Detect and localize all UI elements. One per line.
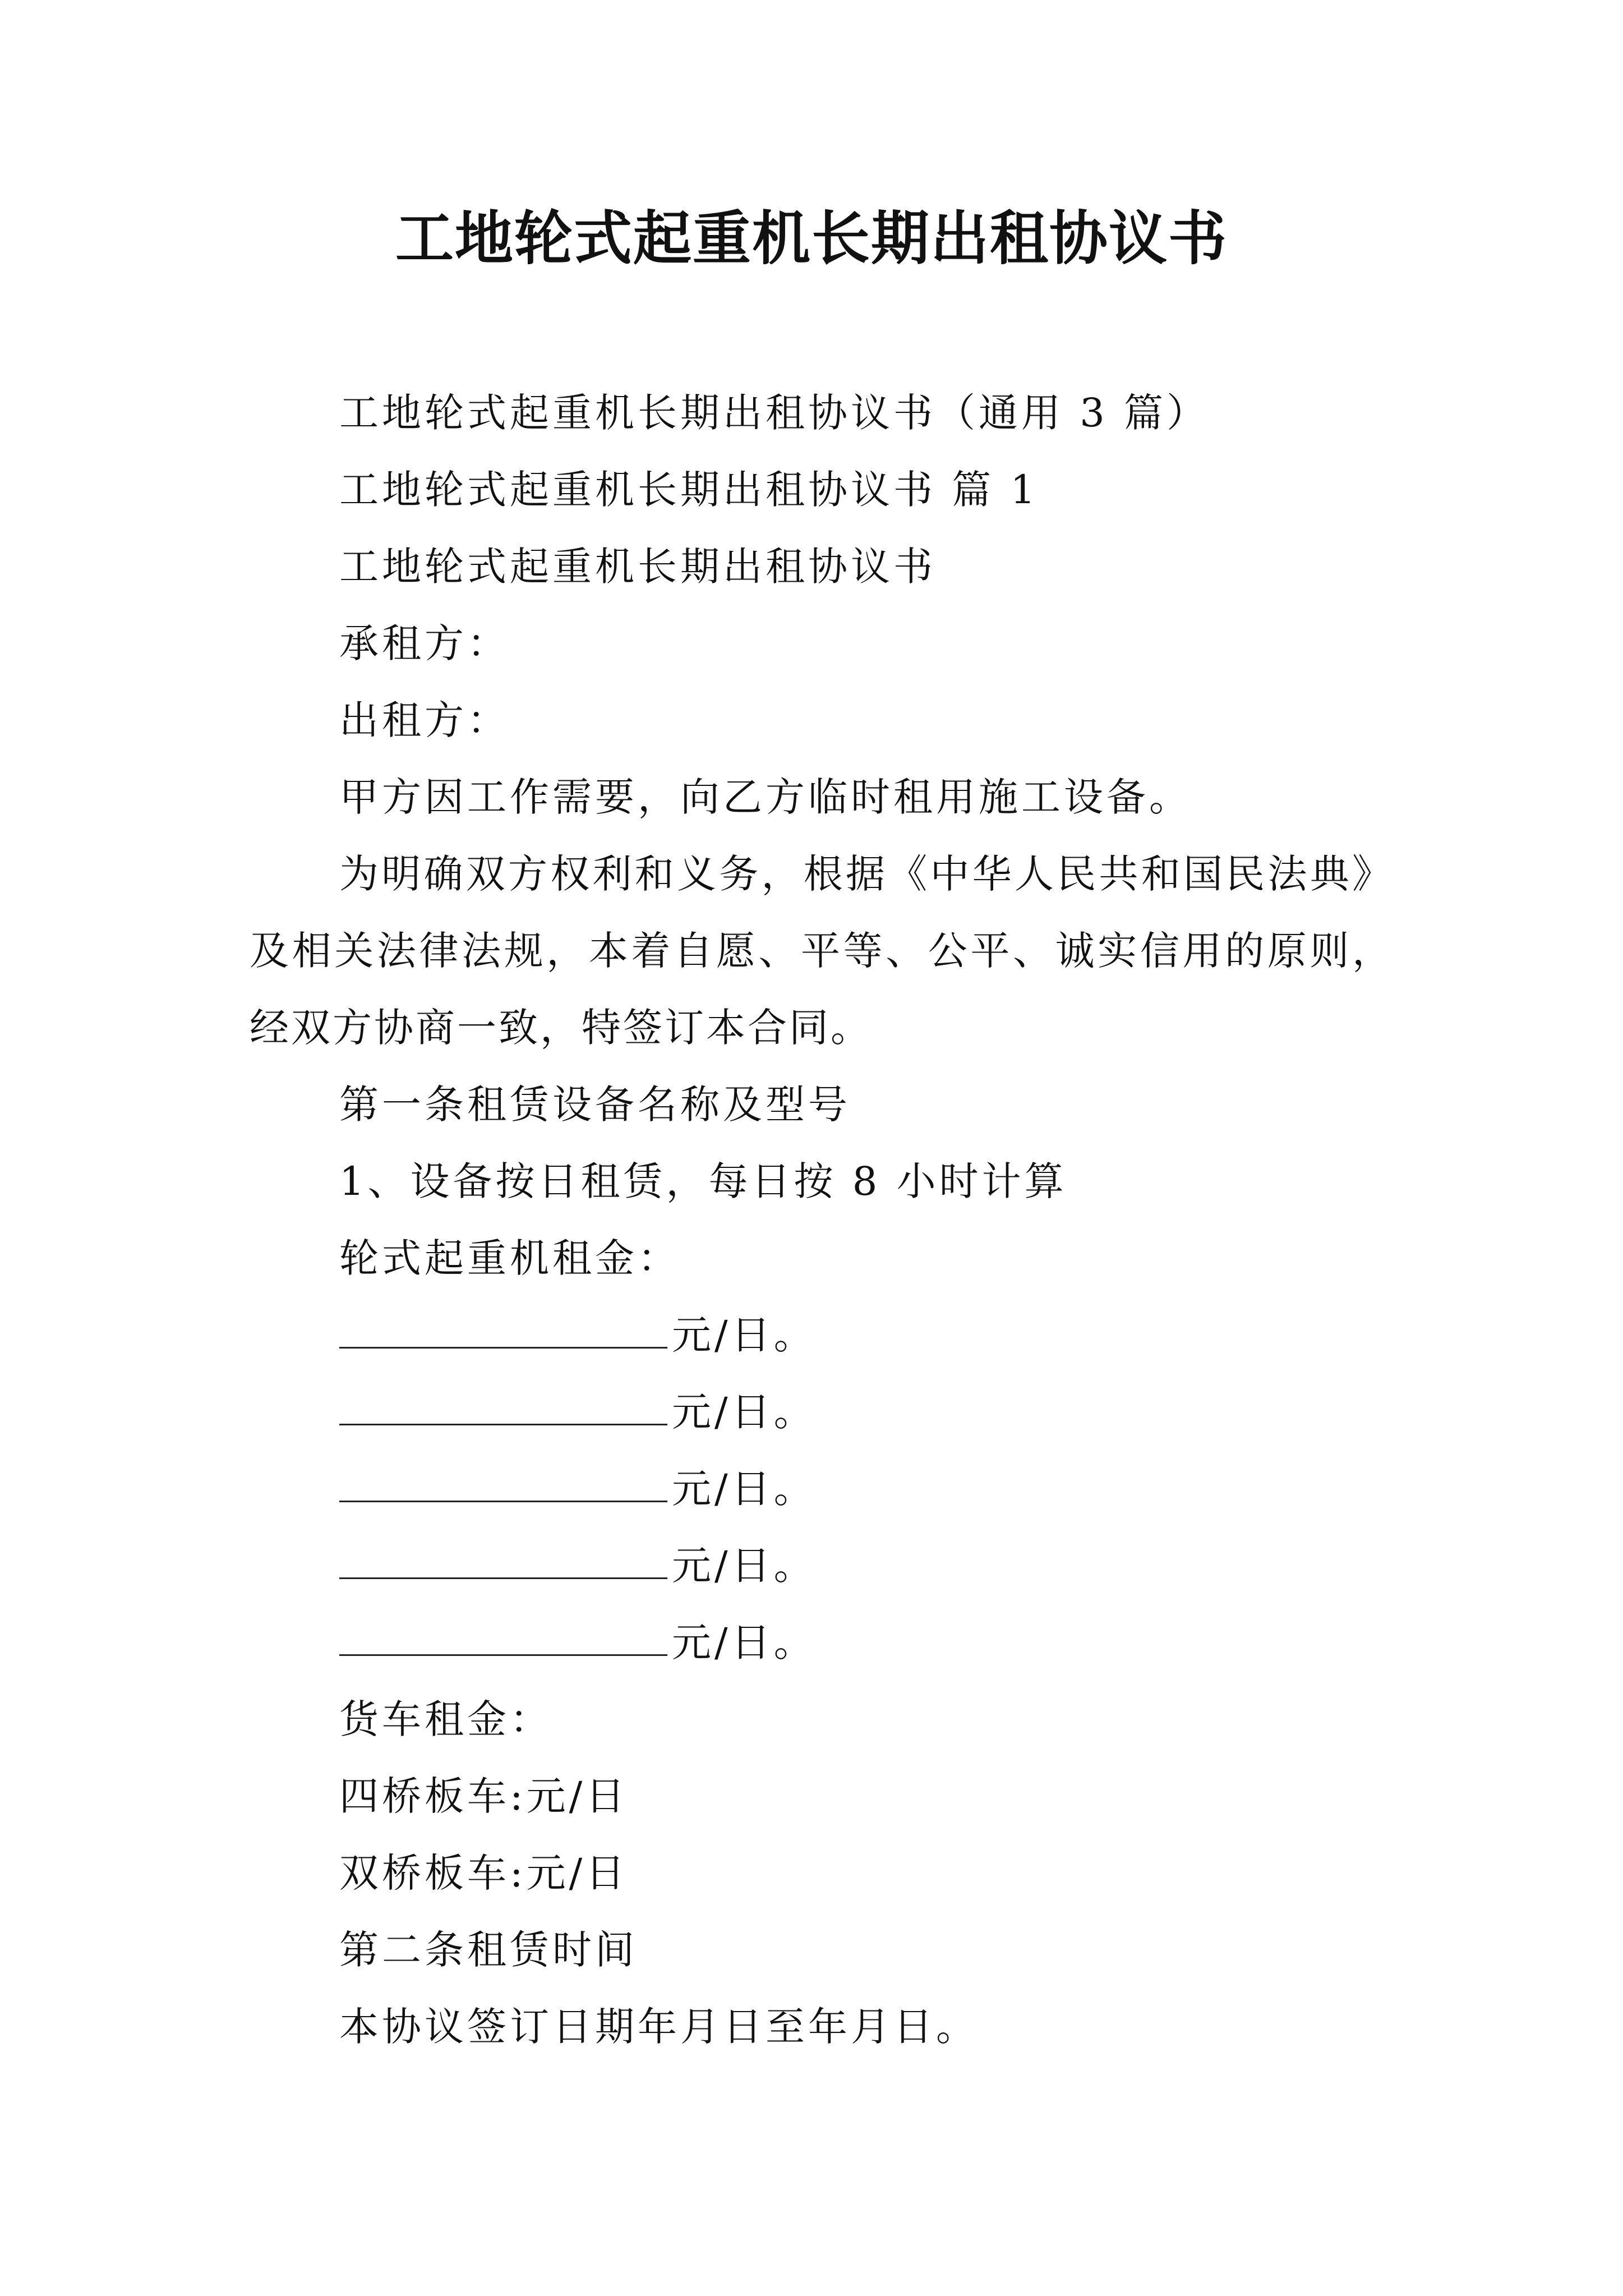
- rate-unit: 元/日。: [672, 1389, 817, 1435]
- rate-unit: 元/日。: [672, 1543, 817, 1589]
- paragraph-multiline: 为明确双方权利和义务，根据《中华人民共和国民法典》及相关法律法规，本着自愿、平等、公平、诚实信用的原则，经双方协商一致，特签订本合同。: [250, 851, 1394, 1051]
- rate-line: [250, 1527, 1394, 1604]
- document-body: [250, 375, 1394, 2065]
- rate-unit: 元/日。: [672, 1466, 817, 1512]
- fill-in-blank[interactable]: [339, 1389, 667, 1425]
- rate-unit: 元/日。: [672, 1312, 817, 1358]
- paragraph: 出租方：: [339, 697, 510, 743]
- fill-in-blank[interactable]: [339, 1619, 667, 1656]
- rate-line: [250, 1374, 1394, 1451]
- paragraph: 第二条租赁时间: [339, 1927, 638, 1973]
- paragraph: 双桥板车:元/日: [339, 1850, 629, 1896]
- paragraph: 甲方因工作需要，向乙方临时租用施工设备。: [339, 774, 1192, 820]
- paragraph: 1、设备按日租赁，每日按 8 小时计算: [339, 1158, 1067, 1204]
- rate-line: [250, 1451, 1394, 1527]
- rate-line: [250, 1297, 1394, 1374]
- paragraph: 四桥板车:元/日: [339, 1773, 629, 1819]
- rate-line: [250, 1604, 1394, 1681]
- document-title: 工地轮式起重机长期出租协议书: [395, 204, 1228, 273]
- fill-in-blank[interactable]: [339, 1466, 667, 1502]
- paragraph: 工地轮式起重机长期出租协议书: [339, 544, 936, 590]
- fill-in-blank[interactable]: [339, 1312, 667, 1349]
- fill-in-blank[interactable]: [339, 1543, 667, 1579]
- paragraph: 本协议签订日期年月日至年月日。: [339, 2004, 979, 2050]
- rate-unit: 元/日。: [672, 1619, 817, 1665]
- paragraph: 货车租金：: [339, 1696, 552, 1742]
- paragraph: 工地轮式起重机长期出租协议书（通用 3 篇）: [339, 390, 1210, 436]
- paragraph: 第一条租赁设备名称及型号: [339, 1082, 851, 1128]
- paragraph: 工地轮式起重机长期出租协议书 篇 1: [339, 467, 1039, 513]
- paragraph: 轮式起重机租金：: [339, 1235, 680, 1281]
- paragraph: 承租方：: [339, 620, 510, 666]
